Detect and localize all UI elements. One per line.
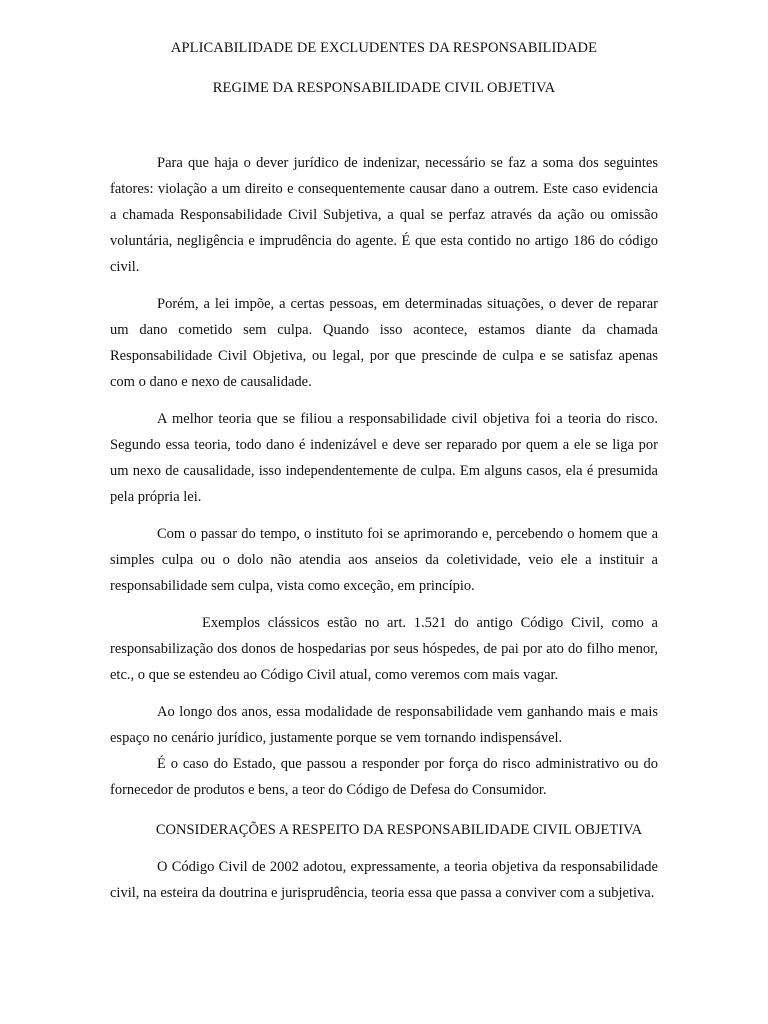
paragraph-2: Porém, a lei impõe, a certas pessoas, em determinadas situações, o dever de reparar um dano cometido sem culpa. Quando isso acontece, estamos diante da chamada Responsabilidade Civil Objetiva, ou legal, por que prescinde de culpa e se satisfaz apenas com o dano e nexo de causalidade. [110, 296, 658, 390]
paragraph-3: A melhor teoria que se filiou a responsabilidade civil objetiva foi a teoria do risco. Segundo essa teoria, todo dano é indenizável e deve ser reparado por quem a ele se liga por um nexo de causalidade, isso independentemente de culpa. Em alguns casos, ela é presumida pela própria lei. [110, 411, 658, 505]
paragraph-6: Ao longo dos anos, essa modalidade de responsabilidade vem ganhando mais e mais espaço no cenário jurídico, justamente porque se vem tornando indispensável. [110, 704, 658, 746]
document-title: APLICABILIDADE DE EXCLUDENTES DA RESPONSABILIDADE [170, 40, 598, 56]
document-body [110, 150, 658, 906]
section-paragraph-1: O Código Civil de 2002 adotou, expressamente, a teoria objetiva da responsabilidade civil, na esteira da doutrina e jurisprudência, teoria essa que passa a conviver com a subjetiva. [110, 859, 658, 901]
document-subtitle: REGIME DA RESPONSABILIDADE CIVIL OBJETIVA [212, 80, 556, 96]
paragraph-7: É o caso do Estado, que passou a responder por força do risco administrativo ou do fornecedor de produtos e bens, a teor do Código de Defesa do Consumidor. [110, 756, 658, 798]
paragraph-4: Com o passar do tempo, o instituto foi se aprimorando e, percebendo o homem que a simples culpa ou o dolo não atendia aos anseios da coletividade, veio ele a instituir a responsabilidade sem culpa, vista como exceção, em princípio. [110, 526, 658, 594]
section-heading: CONSIDERAÇÕES A RESPEITO DA RESPONSABILIDADE CIVIL OBJETIVA [155, 822, 643, 838]
paragraph-5: Exemplos clássicos estão no art. 1.521 do antigo Código Civil, como a responsabilização dos donos de hospedarias por seus hóspedes, de pai por ato do filho menor, etc., o que se estendeu ao Código Civil atual, como veremos com mais vagar. [110, 615, 658, 683]
paragraph-1: Para que haja o dever jurídico de indenizar, necessário se faz a soma dos seguintes fatores: violação a um direito e consequentemente causar dano a outrem. Este caso evidencia a chamada Responsabilidade Civil Subjetiva, a qual se perfaz através da ação ou omissão voluntária, negligência e imprudência do agente. É que esta contido no artigo 186 do código civil. [110, 155, 658, 275]
